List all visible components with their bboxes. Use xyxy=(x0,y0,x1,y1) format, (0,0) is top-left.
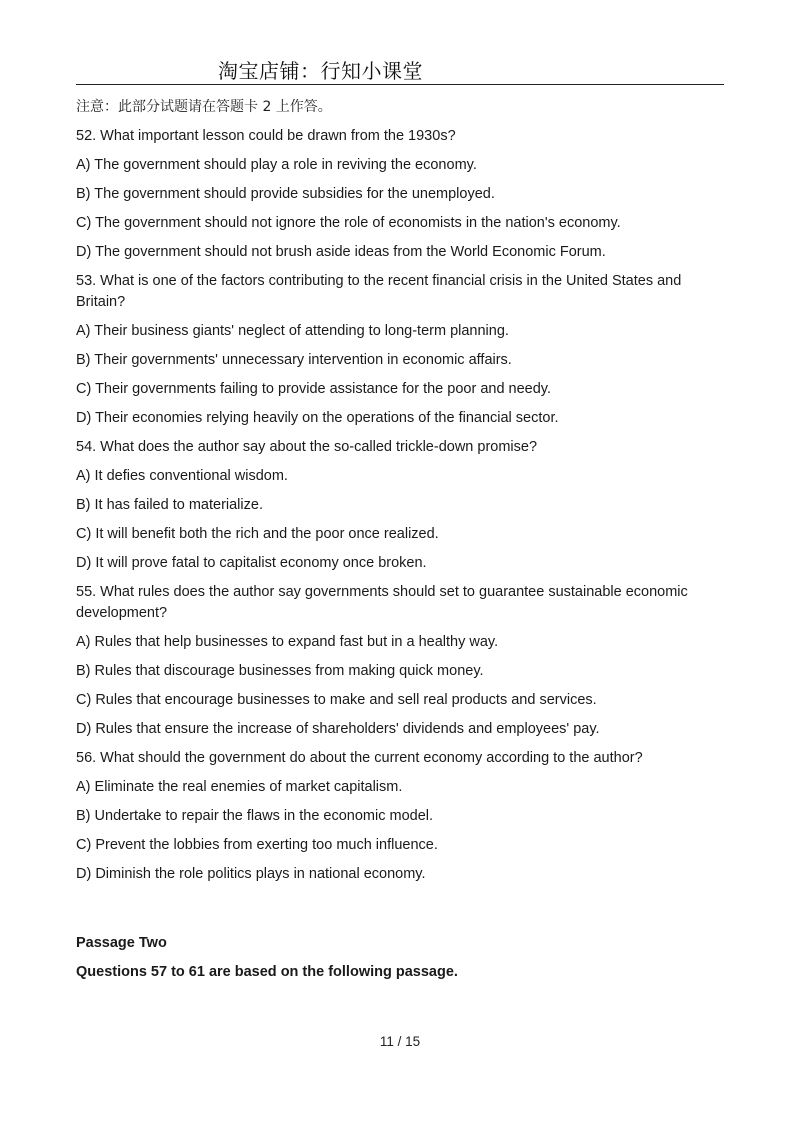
option-a: A) The government should play a role in reviving the economy. xyxy=(76,157,477,173)
question-text: 53. What is one of the factors contributing to the recent financial crisis in the United States and Britain? xyxy=(76,273,682,310)
option-c: C) It will benefit both the rich and the poor once realized. xyxy=(76,526,439,542)
question-54 xyxy=(76,437,724,574)
header-divider xyxy=(76,84,724,85)
option-a: A) Eliminate the real enemies of market capitalism. xyxy=(76,779,403,795)
question-55 xyxy=(76,582,724,740)
option-b: B) Rules that discourage businesses from making quick money. xyxy=(76,663,484,679)
document-body xyxy=(76,97,724,983)
option-c: C) Their governments failing to provide assistance for the poor and needy. xyxy=(76,381,552,397)
question-text: 54. What does the author say about the so-called trickle-down promise? xyxy=(76,439,538,455)
option-d: D) Diminish the role politics plays in national economy. xyxy=(76,866,426,882)
passage-intro: Questions 57 to 61 are based on the following passage. xyxy=(76,964,458,980)
option-a: A) Their business giants' neglect of attending to long-term planning. xyxy=(76,323,509,339)
answer-sheet-note: 注意：此部分试题请在答题卡 2 上作答。 xyxy=(76,99,332,115)
option-c: C) The government should not ignore the role of economists in the nation's economy. xyxy=(76,215,621,231)
question-52 xyxy=(76,126,724,263)
page-header-title: 淘宝店铺：行知小课堂 xyxy=(218,59,423,83)
question-53 xyxy=(76,271,724,429)
option-d: D) Their economies relying heavily on the operations of the financial sector. xyxy=(76,410,559,426)
question-text: 52. What important lesson could be drawn from the 1930s? xyxy=(76,128,456,144)
question-text: 55. What rules does the author say governments should set to guarantee sustainable economic development? xyxy=(76,584,688,621)
option-d: D) Rules that ensure the increase of shareholders' dividends and employees' pay. xyxy=(76,721,600,737)
page-number: 11 / 15 xyxy=(379,1034,421,1049)
option-b: B) Their governments' unnecessary intervention in economic affairs. xyxy=(76,352,512,368)
option-d: D) It will prove fatal to capitalist economy once broken. xyxy=(76,555,427,571)
option-b: B) It has failed to materialize. xyxy=(76,497,263,513)
option-a: A) It defies conventional wisdom. xyxy=(76,468,288,484)
question-56 xyxy=(76,748,724,885)
option-b: B) The government should provide subsidies for the unemployed. xyxy=(76,186,495,202)
option-d: D) The government should not brush aside ideas from the World Economic Forum. xyxy=(76,244,606,260)
option-a: A) Rules that help businesses to expand fast but in a healthy way. xyxy=(76,634,499,650)
option-b: B) Undertake to repair the flaws in the economic model. xyxy=(76,808,434,824)
passage-heading: Passage Two xyxy=(76,935,167,951)
option-c: C) Rules that encourage businesses to make and sell real products and services. xyxy=(76,692,597,708)
question-text: 56. What should the government do about the current economy according to the author? xyxy=(76,750,643,766)
option-c: C) Prevent the lobbies from exerting too much influence. xyxy=(76,837,438,853)
